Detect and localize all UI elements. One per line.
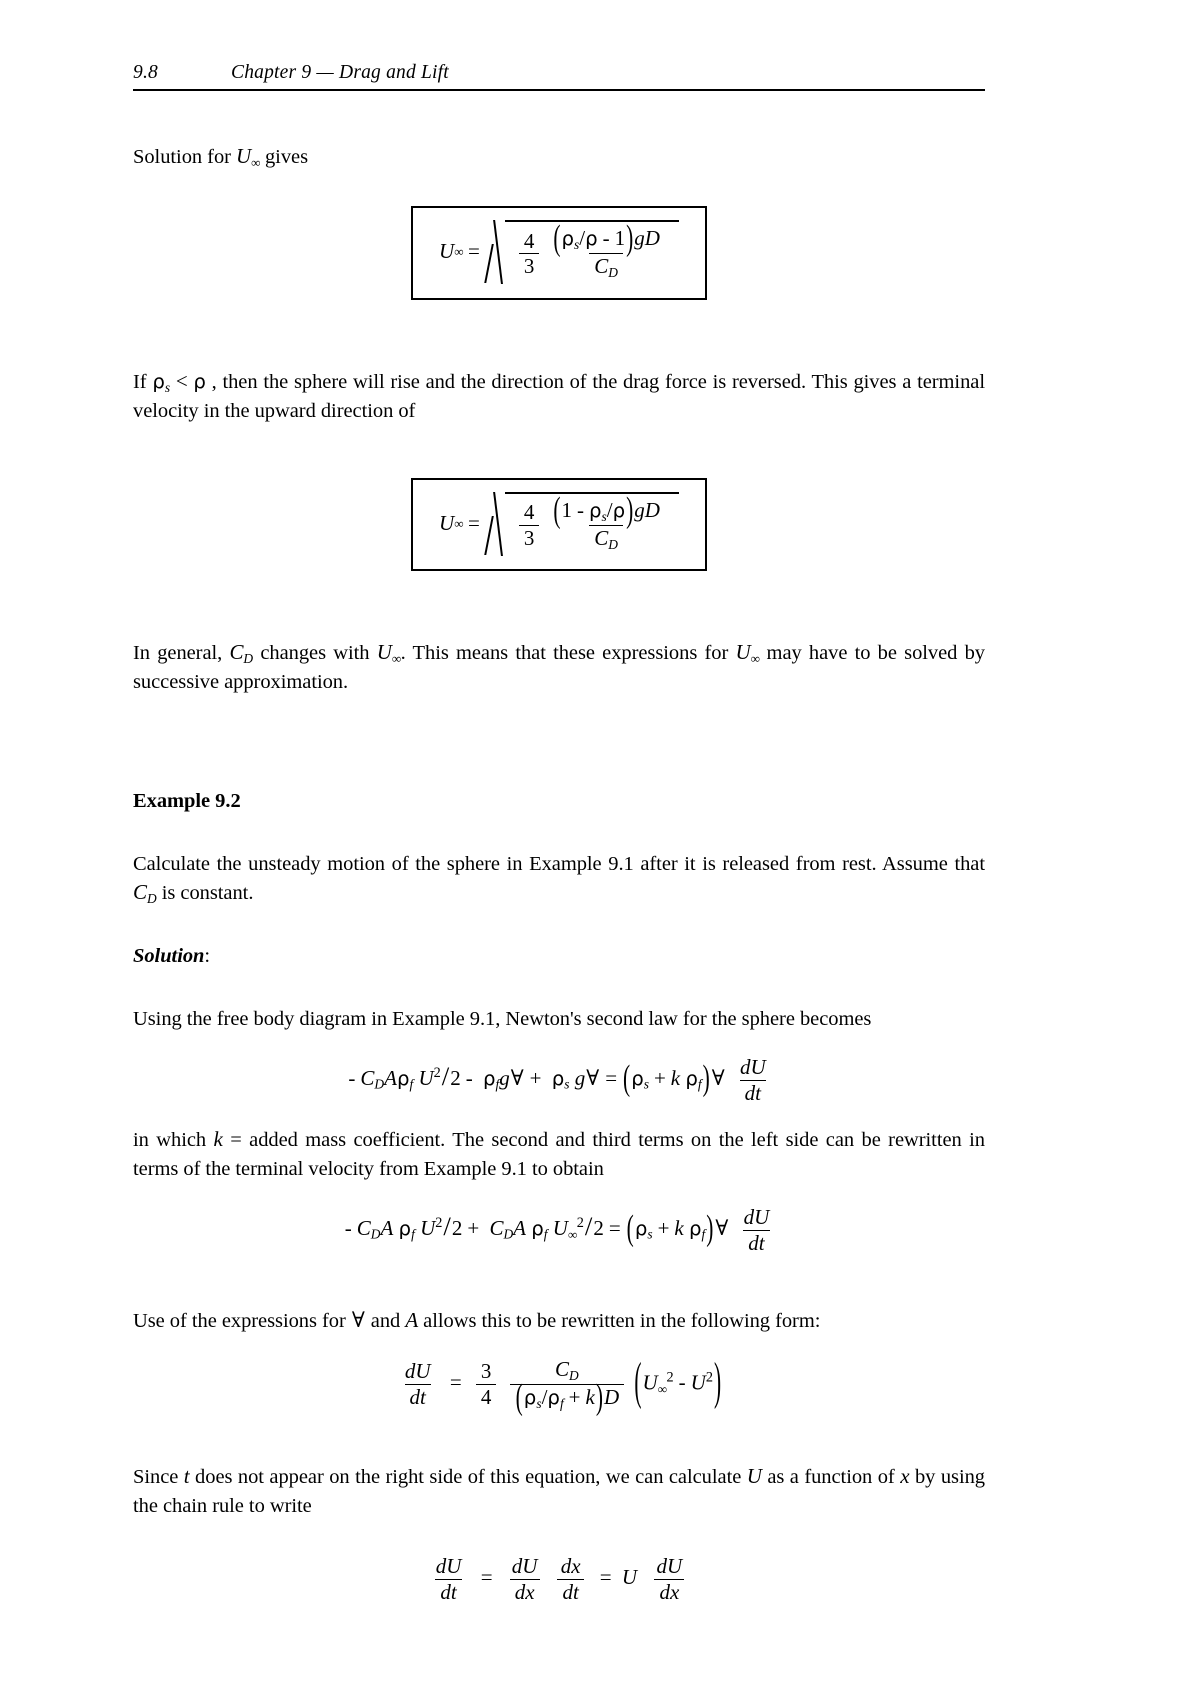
equation-2-radicand <box>505 488 679 556</box>
fraction-dx-dt: $\frac{dx}{dt}$ <box>556 1555 586 1603</box>
paragraph-use-expressions <box>133 1307 985 1336</box>
fraction-main <box>547 217 665 281</box>
symbol-x: x <box>900 1464 910 1489</box>
equation-4: - $C_DA$ $\rho_f$ $U^2/2 + C_DA$ $\rho_f$ $U\infty^2/2 = (\rho_s + k$ $\rho_f)\forall$ $\frac{dU}{dt}$ <box>340 1206 779 1254</box>
para-rise-text-2: , then the sphere will rise and the direction of the drag force is reversed. This gives a <box>205 370 912 393</box>
equation-3-wrapper <box>133 1056 985 1104</box>
chapter-title: Chapter 9 — Drag and Lift <box>231 62 449 83</box>
symbol-u-infinity: U∞ <box>236 144 260 170</box>
example-text-line-2: that <box>954 853 985 875</box>
example-text-line-1: Calculate the unsteady motion of the sphere in Example 9.1 after it is released from rest. Assume <box>133 853 948 875</box>
paragraph-general <box>133 639 985 697</box>
use-text-3: allows this to be rewritten in the following form: <box>418 1309 821 1332</box>
symbol-rho: ρ <box>193 369 206 393</box>
symbol-cd: $C_D$ <box>133 880 157 906</box>
equation-5: $\frac{dU}{dt}$ = $\frac{3}{4}$ $\frac{C_D}{(\rho_s/\rho_f + k)D}$ $(U\infty^2 - U^2)$ <box>396 1358 722 1412</box>
added-mass-text-1: in which <box>133 1129 214 1152</box>
equation-2-sqrt <box>485 488 679 556</box>
page-header <box>133 0 985 84</box>
paragraph-newton: Using the free body diagram in Example 9.1, Newton's second law for the sphere becomes <box>133 1008 872 1030</box>
equation-3: - $C_DA\rho_f$ $U^2/2$ - $\rho_fg\forall + \rho_s$ g∀ = ($\rho_s + k$ $\rho_f)\forall$ $\frac{dU}{dt}$ <box>343 1056 774 1104</box>
fraction-four-thirds: $\frac{4}{3}$ <box>519 230 540 278</box>
equation-1-numerator: $(\rho_s/\rho - 1)gD$ <box>553 217 660 259</box>
added-mass-text-2: = added mass coefficient. The second and third terms on the left side can be rewritten <box>222 1129 962 1152</box>
page-folio: 9.8 <box>133 62 158 83</box>
solution-colon: : <box>204 945 211 967</box>
solution-label-row <box>133 942 985 971</box>
example-heading: Example 9.2 <box>133 790 241 812</box>
para-general-text-3: . This means that these expressions for <box>400 642 736 664</box>
use-text-2: and <box>365 1309 406 1332</box>
symbol-k: k <box>213 1127 223 1152</box>
solution-label: Solution <box>133 945 205 967</box>
since-text-3: as a function of <box>761 1466 901 1489</box>
equation-2-lhs: U ∞ <box>439 510 463 535</box>
since-text-4: by using the chain rule to write <box>133 1466 986 1518</box>
equation-2-wrapper <box>133 478 985 572</box>
paragraph-since <box>133 1463 985 1521</box>
equation-2-box <box>411 478 707 572</box>
fraction-cd-over-rho: $\frac{C_D}{(\rho_s/\rho_f + k)D}$ <box>510 1358 625 1412</box>
intro-text-post: gives <box>259 146 309 168</box>
less-than-sign: < <box>175 368 188 393</box>
equation-1-denominator: $C_D$ <box>589 253 623 280</box>
symbol-t: t <box>183 1464 190 1489</box>
symbol-volume: ∀ <box>351 1307 365 1332</box>
radical-sign <box>485 492 505 556</box>
intro-paragraph <box>133 143 985 172</box>
symbol-u: U <box>746 1464 762 1489</box>
since-text-2: does not appear on the right side of this equation, we can calculate <box>189 1466 747 1489</box>
fraction-four-thirds: $\frac{4}{3}$ <box>519 501 540 549</box>
equation-4-wrapper <box>133 1206 985 1254</box>
equation-1-radicand <box>505 217 679 284</box>
fraction-du-dt: $\frac{dU}{dt}$ <box>739 1055 766 1105</box>
symbol-u-infinity: U∞ <box>735 640 760 666</box>
fraction-du-dx: $\frac{dU}{dx}$ <box>652 1555 688 1603</box>
equals-sign: = <box>468 239 480 264</box>
since-text-1: Since <box>133 1466 184 1489</box>
para-general-text-4: may have to be <box>759 642 897 664</box>
fraction-three-fourths: $\frac{3}{4}$ <box>476 1360 497 1408</box>
equation-6-wrapper <box>133 1555 985 1603</box>
radical-sign <box>485 220 505 284</box>
page-content <box>133 0 985 1604</box>
symbol-area: A <box>405 1307 419 1332</box>
symbol-u-infinity: U∞ <box>376 640 401 666</box>
para-general-text-1: In general, <box>133 642 230 664</box>
equation-1-wrapper <box>133 206 985 300</box>
equation-2-denominator: $C_D$ <box>589 525 623 552</box>
equation-1-lhs: U ∞ <box>439 239 463 264</box>
equals-sign: = <box>468 510 480 535</box>
symbol-cd: $C_D$ <box>229 640 254 666</box>
example-text-line-3: is constant. <box>156 882 254 904</box>
paragraph-added-mass <box>133 1126 985 1184</box>
fraction-du-dt: $\frac{dU}{dt}$ <box>743 1205 770 1256</box>
equation-1-sqrt <box>485 217 679 284</box>
equation-1-box <box>411 206 707 300</box>
para-general-text-5: solved by successive approximation. <box>133 642 985 693</box>
use-text-1: Use of the expressions for <box>133 1309 351 1332</box>
equation-2-numerator: $(1 - \rho_s/\rho)gD$ <box>553 488 660 530</box>
para-rise-text-1: If <box>133 370 153 393</box>
equation-5-wrapper <box>133 1352 985 1417</box>
fraction-main <box>547 488 665 553</box>
para-rise-text-3: terminal velocity in the upward direction of <box>133 370 985 422</box>
equation-6: $\frac{dU}{dt}$ = $\frac{dU}{dx}$ $\frac{dx}{dt}$ = U $\frac{dU}{dx}$ <box>427 1555 691 1603</box>
added-mass-text-3: in terms of the terminal velocity from Example 9.1 to obtain <box>133 1129 985 1181</box>
paragraph-rise <box>133 368 985 426</box>
symbol-rho-s: $\rho_s$ <box>152 369 171 395</box>
fraction-du-dt: $\frac{dU}{dt}$ <box>435 1554 462 1604</box>
intro-text-pre: Solution for <box>133 146 236 168</box>
paragraph-example <box>133 850 985 908</box>
para-general-text-2: changes with <box>253 642 377 664</box>
fraction-du-dx: $\frac{dU}{dx}$ <box>507 1555 543 1603</box>
fraction-du-dt: $\frac{dU}{dt}$ <box>404 1359 431 1409</box>
